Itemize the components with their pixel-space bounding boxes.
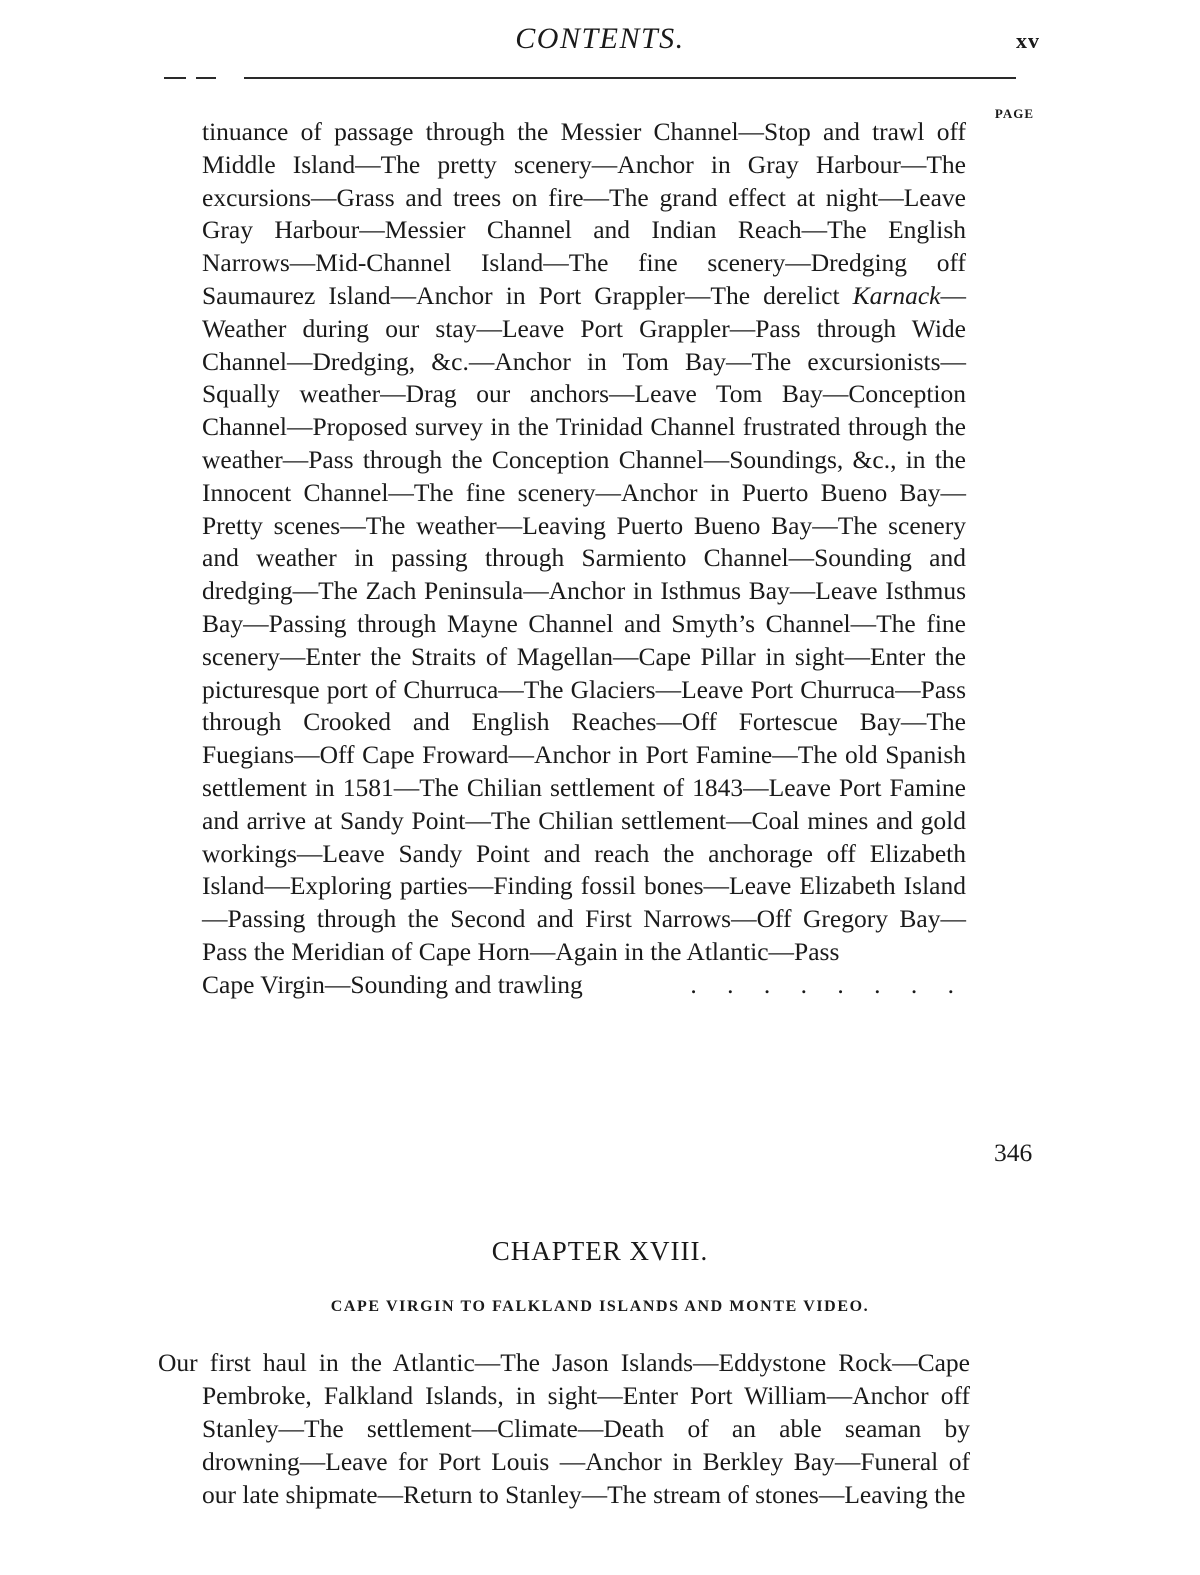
running-title: CONTENTS.: [515, 22, 685, 55]
summary-text-continued: —Weather during our stay—Leave Port Grappler—Pass through Wide Channel—Dredging, &c.—Anchor in Tom Bay—The excursionists—Squally weather—Drag our anchors—Leave Tom Bay—Conception Channel—Proposed survey in the Trinidad Channel frustrated through the weather—Pass through the Conception Channel—Soundings, &c., in the Innocent Channel—The fine scenery—Anchor in Puerto Bueno Bay—Pretty scenes—The weather—Leaving Puerto Bueno Bay—The scenery and weather in passing through Sarmiento Channel—Sounding and dredging—The Zach Peninsula—Anchor in Isthmus Bay—Leave Isthmus Bay—Passing through Mayne Channel and Smyth’s Channel—The fine scenery—Enter the Straits of Magellan—Cape Pillar in sight—Enter the picturesque port of Churruca—The Glaciers—Leave Port Churruca—Pass through Crooked and English Reaches—Off Fortescue Bay—The Fuegians—Off Cape Froward—Anchor in Port Famine—The old Spanish settlement in 1581—The Chilian settlement of 1843—Leave Port Famine and arrive at Sandy Point—The Chilian settlement—Coal mines and gold workings—Leave Sandy Point and reach the anchorage off Elizabeth Island—Exploring parties—Finding fossil bones—Leave Elizabeth Island—Passing through the Second and First Narrows—Off Gregory Bay—Pass the Meridian of Cape Horn—Again in the Atlantic—Pass: [202, 280, 966, 966]
chapter-subtitle: CAPE VIRGIN TO FALKLAND ISLANDS AND MONTE VIDEO.: [330, 1298, 870, 1315]
chapter-xviii-summary-text: Our first haul in the Atlantic—The Jason Islands—Eddystone Rock—Cape Pembroke, Falkland Islands, in sight—Enter Port William—Anchor off Stanley—The settlement—Climate—Death of an able seaman by drowning—Leave for Port Louis —Anchor in Berkley Bay—Funeral of our late shipmate—Return to Stanley—The stream of stones—Leaving the: [158, 1348, 970, 1509]
dot-leaders: . . . . . . . .: [690, 969, 966, 999]
summary-last-line: Cape Virgin—Sounding and trawling: [202, 969, 583, 999]
header-rule: [244, 77, 1016, 79]
summary-text: tinuance of passage through the Messier Channel—Stop and trawl off Middle Island—The pretty scenery—Anchor in Gray Harbour—The excursions—Grass and trees on fire—The grand effect at night—Leave Gray Harbour—Messier Channel and Indian Reach—The English Narrows—Mid-Channel Island—The fine scenery—Dredging off Saumaurez Island—Anchor in Port Grappler—The derelict: [202, 117, 966, 310]
header-rule-dash: [164, 77, 186, 79]
chapter-xviii-summary: [158, 1346, 970, 1511]
chapter-heading: CHAPTER XVIII.: [491, 1236, 709, 1266]
page-column-label: PAGE: [994, 106, 1034, 121]
ship-name: Karnack: [852, 280, 941, 310]
chapter-xvii-summary: [202, 116, 966, 1002]
running-head: [0, 22, 1200, 66]
toc-entry-last-line: [202, 969, 966, 1002]
header-rule-dash: [196, 77, 216, 79]
toc-page-reference: 346: [994, 1138, 1033, 1167]
page-number: xv: [1016, 28, 1040, 53]
